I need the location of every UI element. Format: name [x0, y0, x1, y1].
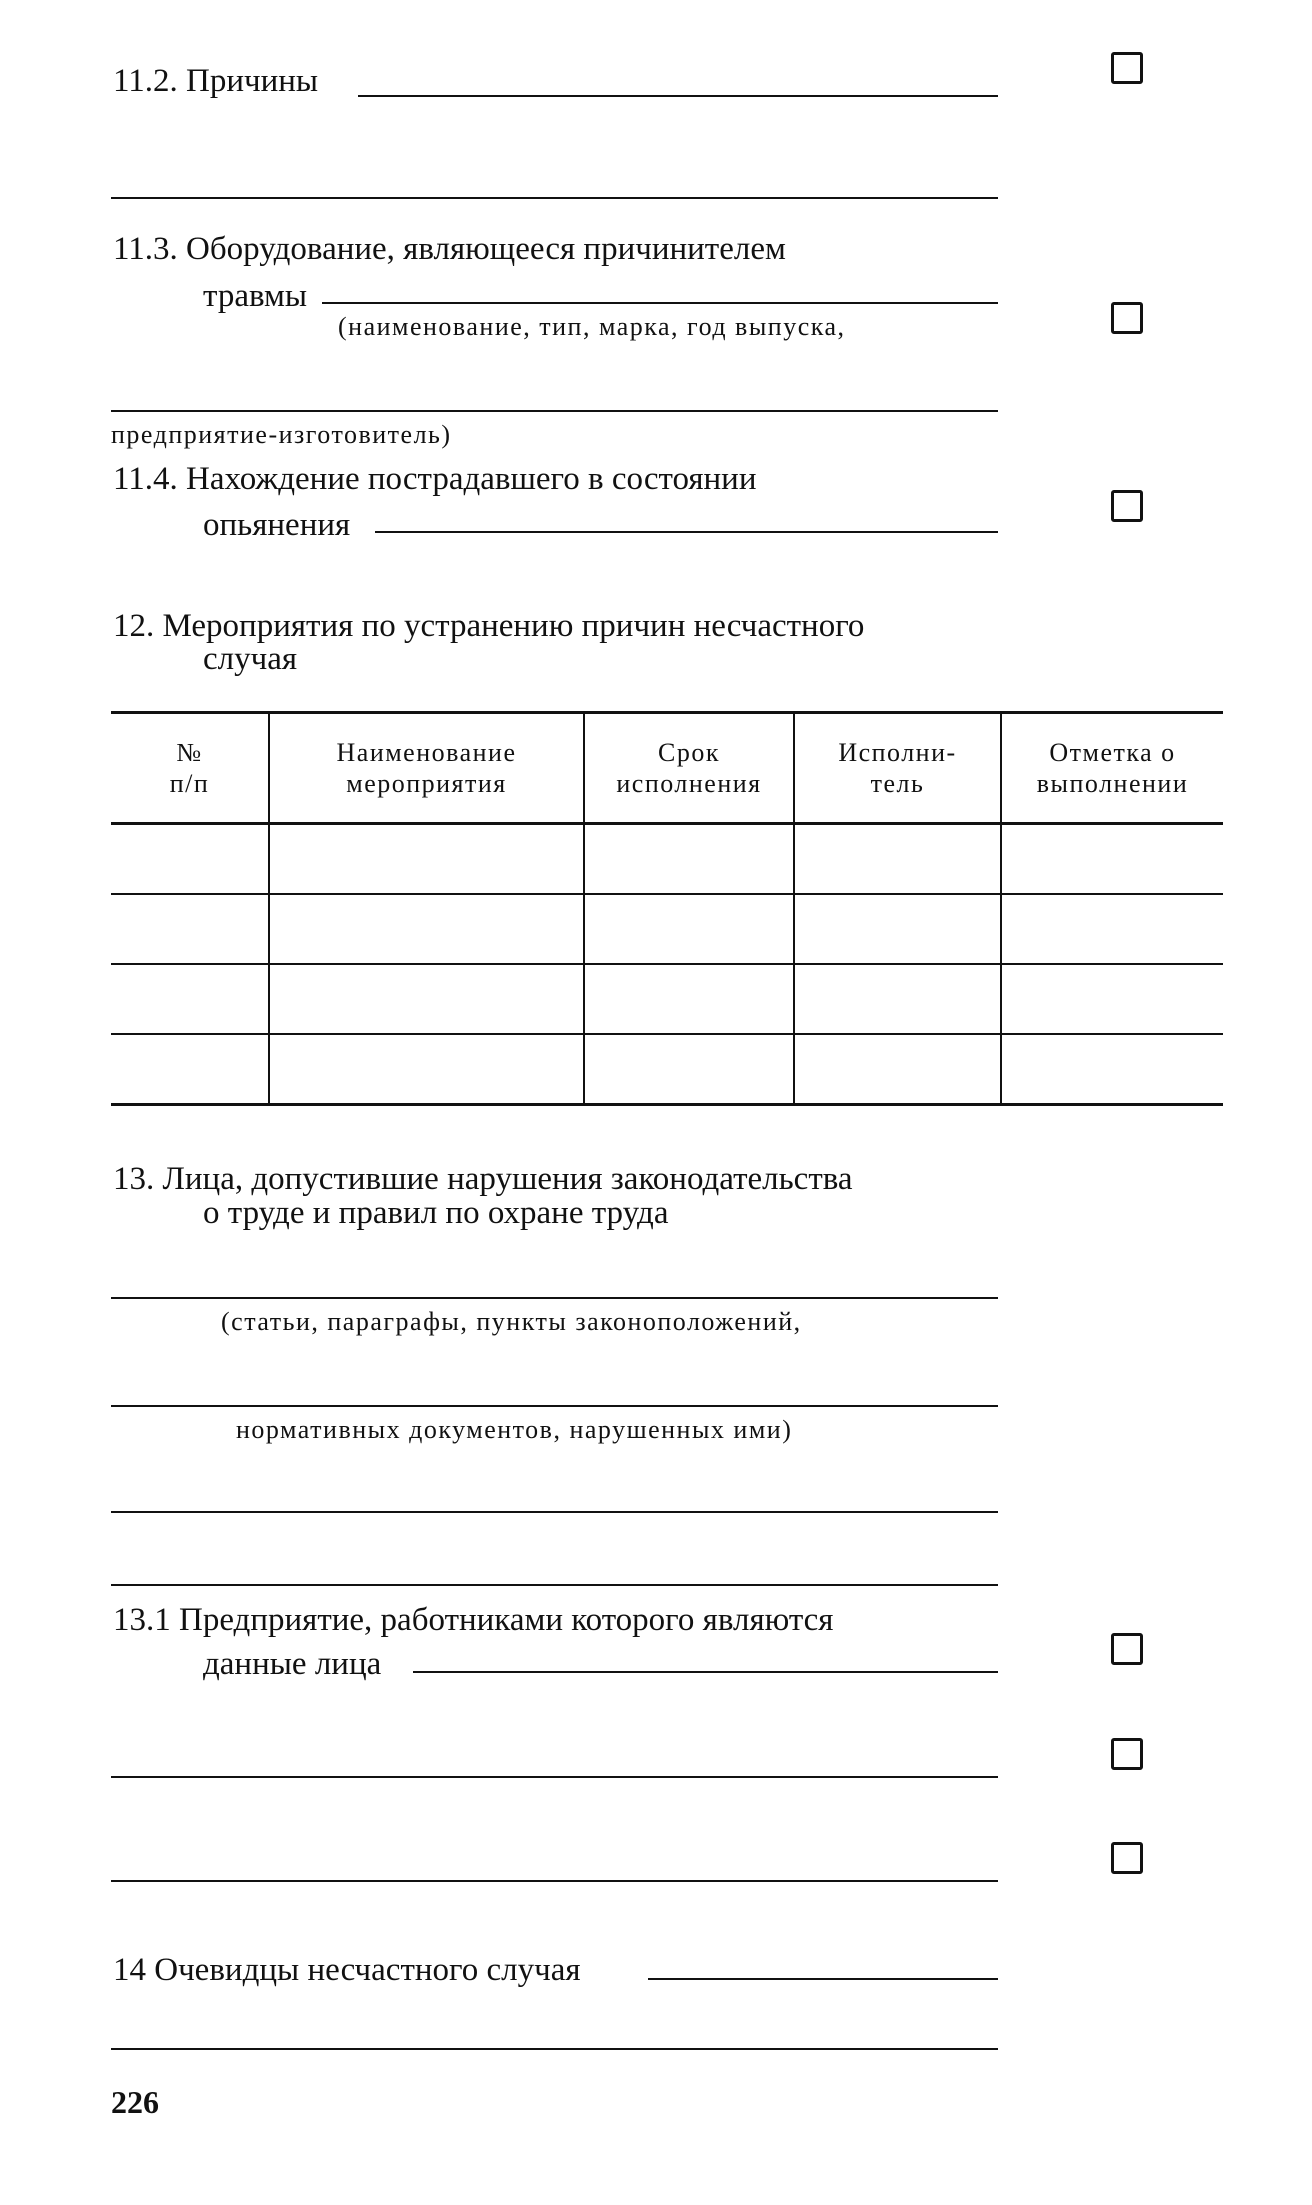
section-13-1-checkbox-3[interactable] [1111, 1842, 1143, 1874]
section-11-2-fill-line-2[interactable] [111, 197, 998, 199]
table-cell[interactable] [584, 964, 794, 1034]
col-header-executor: Исполни- тель [794, 713, 1001, 824]
measures-table [111, 711, 1223, 1106]
col-header-deadline: Срок исполнения [584, 713, 794, 824]
section-13-1-fill-line-3[interactable] [111, 1880, 998, 1882]
table-cell[interactable] [584, 824, 794, 895]
section-13-1-title: 13.1 Предприятие, работниками которого являются [113, 1602, 834, 1638]
table-row [111, 824, 1223, 895]
section-11-4-checkbox[interactable] [1111, 490, 1143, 522]
section-11-4-title-cont: опьянения [203, 507, 351, 543]
section-13-1-title-cont: данные лица [203, 1646, 382, 1682]
table-row [111, 894, 1223, 964]
section-11-4-title: 11.4. Нахождение пострадавшего в состоянии [113, 461, 757, 497]
section-13-1-fill-line-2[interactable] [111, 1776, 998, 1778]
table-row [111, 1034, 1223, 1105]
table-cell[interactable] [111, 824, 269, 895]
section-11-3-hint-2: предприятие-изготовитель) [111, 420, 452, 449]
section-11-3-fill-line-2[interactable] [111, 410, 998, 412]
section-13-fill-line-3[interactable] [111, 1511, 998, 1513]
section-12-title: 12. Мероприятия по устранению причин несчастного [113, 608, 865, 644]
table-cell[interactable] [269, 1034, 584, 1105]
section-11-2-checkbox[interactable] [1111, 52, 1143, 84]
table-cell[interactable] [584, 1034, 794, 1105]
section-11-2-label: 11.2. Причины [113, 63, 319, 99]
section-13-hint-2: нормативных документов, нарушенных ими) [236, 1415, 793, 1444]
section-14-label: 14 Очевидцы несчастного случая [113, 1952, 581, 1988]
table-cell[interactable] [1001, 894, 1223, 964]
table-cell[interactable] [794, 894, 1001, 964]
section-13-fill-line-1[interactable] [111, 1297, 998, 1299]
col-header-measure-name: Наименование мероприятия [269, 713, 584, 824]
table-cell[interactable] [269, 894, 584, 964]
section-13-title-cont: о труде и правил по охране труда [203, 1195, 669, 1231]
table-cell[interactable] [794, 1034, 1001, 1105]
table-cell[interactable] [584, 894, 794, 964]
section-11-3-title-cont: травмы [203, 278, 308, 314]
section-13-fill-line-4[interactable] [111, 1584, 998, 1586]
table-cell[interactable] [111, 894, 269, 964]
col-header-number: № п/п [111, 713, 269, 824]
section-13-fill-line-2[interactable] [111, 1405, 998, 1407]
section-11-3-checkbox[interactable] [1111, 302, 1143, 334]
table-cell[interactable] [269, 964, 584, 1034]
section-13-hint-1: (статьи, параграфы, пункты законоположений, [221, 1307, 802, 1336]
section-11-3-hint: (наименование, тип, марка, год выпуска, [338, 312, 846, 341]
section-11-2-fill-line[interactable] [358, 95, 998, 97]
section-13-1-checkbox-1[interactable] [1111, 1633, 1143, 1665]
table-row [111, 964, 1223, 1034]
table-cell[interactable] [794, 824, 1001, 895]
table-cell[interactable] [269, 824, 584, 895]
section-12-title-cont: случая [203, 641, 298, 677]
table-cell[interactable] [1001, 964, 1223, 1034]
section-11-3-title: 11.3. Оборудование, являющееся причинителем [113, 231, 786, 267]
section-13-1-checkbox-2[interactable] [1111, 1738, 1143, 1770]
table-header-row [111, 713, 1223, 824]
page-number: 226 [111, 2084, 159, 2120]
section-14-fill-line[interactable] [648, 1978, 998, 1980]
col-header-completion-mark: Отметка о выполнении [1001, 713, 1223, 824]
table-cell[interactable] [1001, 824, 1223, 895]
table-cell[interactable] [111, 1034, 269, 1105]
section-13-title: 13. Лица, допустившие нарушения законодательства [113, 1161, 853, 1197]
section-11-4-fill-line[interactable] [375, 531, 998, 533]
section-14-fill-line-2[interactable] [111, 2048, 998, 2050]
section-11-3-fill-line[interactable] [322, 302, 998, 304]
table-cell[interactable] [1001, 1034, 1223, 1105]
table-cell[interactable] [794, 964, 1001, 1034]
section-13-1-fill-line[interactable] [413, 1671, 998, 1673]
table-cell[interactable] [111, 964, 269, 1034]
